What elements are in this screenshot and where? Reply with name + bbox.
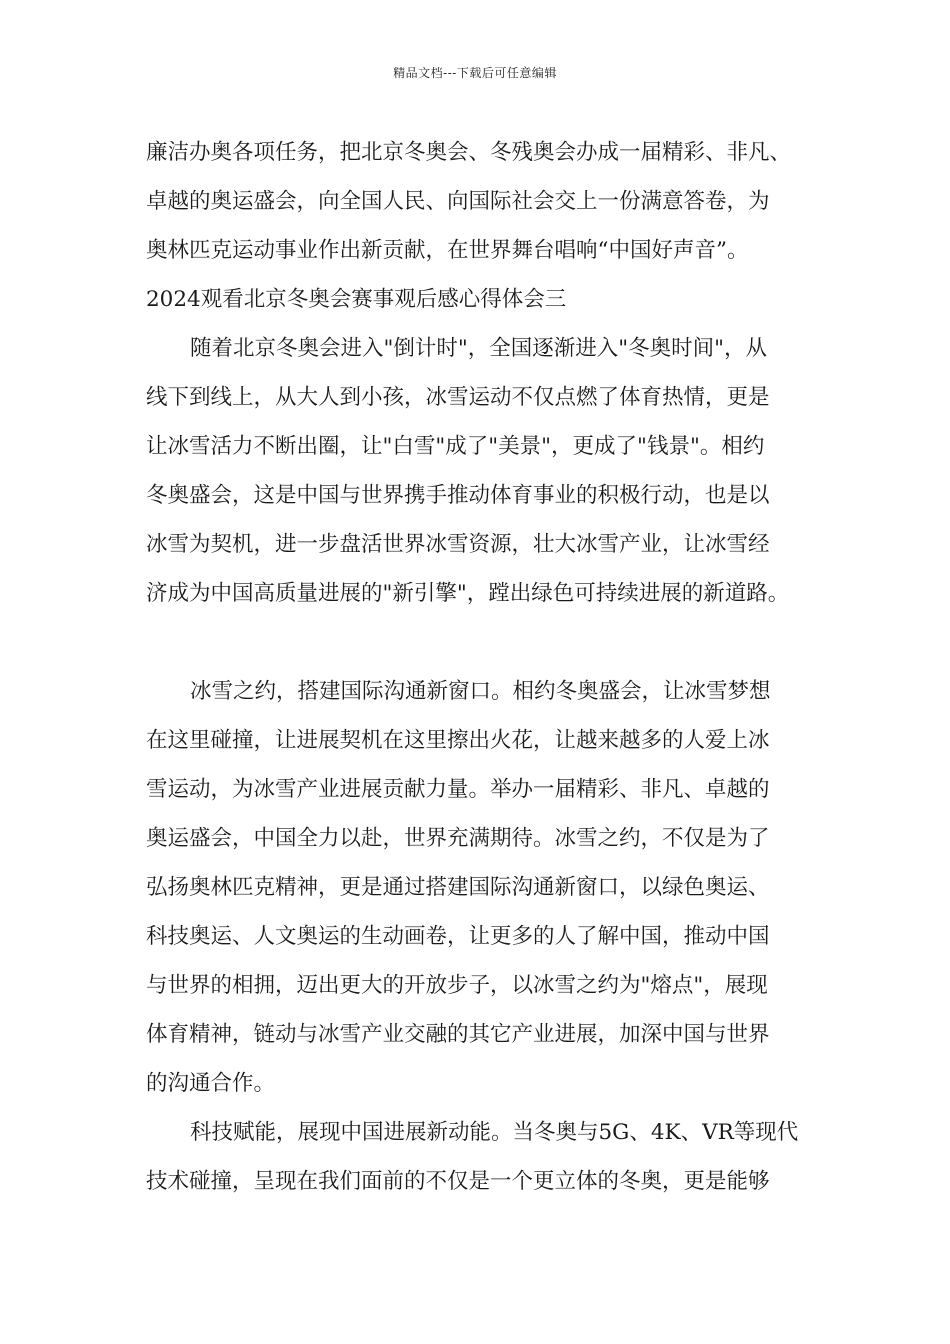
text-line: 与世界的相拥，迈出更大的开放步子，以冰雪之约为"熔点"，展现 [146, 973, 768, 998]
text-line: 让冰雪活力不断出圈，让"白雪"成了"美景"，更成了"钱景"。相约 [146, 434, 765, 459]
text-line: 技术碰撞，呈现在我们面前的不仅是一个更立体的冬奥，更是能够 [146, 1169, 770, 1194]
paragraph-continuation [146, 128, 814, 275]
text-line: 体育精神，链动与冰雪产业交融的其它产业进展，加深中国与世界 [146, 1022, 770, 1047]
document-body [146, 128, 814, 1206]
text-line: 奥运盛会，中国全力以赴，世界充满期待。冰雪之约，不仅是为了 [146, 826, 770, 851]
paragraph-intro [146, 324, 814, 618]
section-title [146, 275, 814, 324]
text-line: 随着北京冬奥会进入"倒计时"，全国逐渐进入"冬奥时间"，从 [190, 336, 768, 361]
text-line: 奥林匹克运动事业作出新贡献，在世界舞台唱响“中国好声音”。 [146, 238, 749, 263]
text-line: 弘扬奥林匹克精神，更是通过搭建国际沟通新窗口，以绿色奥运、 [146, 875, 770, 900]
text-line: 的沟通合作。 [146, 1071, 276, 1096]
paragraph-ice-snow [146, 667, 814, 1108]
text-line: 科技赋能，展现中国进展新动能。当冬奥与5G、4K、VR等现代 [190, 1120, 799, 1145]
text-line: 冰雪为契机，进一步盘活世界冰雪资源，壮大冰雪产业，让冰雪经 [146, 532, 770, 557]
paragraph-technology [146, 1108, 814, 1206]
text-line: 济成为中国高质量进展的"新引擎"，蹚出绿色可持续进展的新道路。 [146, 581, 790, 606]
text-line: 线下到线上，从大人到小孩，冰雪运动不仅点燃了体育热情，更是 [146, 385, 770, 410]
paragraph-gap [146, 618, 814, 667]
text-line: 雪运动，为冰雪产业进展贡献力量。举办一届精彩、非凡、卓越的 [146, 777, 770, 802]
text-line: 冬奥盛会，这是中国与世界携手推动体育事业的积极行动，也是以 [146, 483, 770, 508]
section-title-text: 2024观看北京冬奥会赛事观后感心得体会三 [146, 287, 567, 312]
page-header: 精品文档---下载后可任意编辑 [393, 66, 557, 80]
text-line: 廉洁办奥各项任务，把北京冬奥会、冬残奥会办成一届精彩、非凡、 [146, 140, 792, 165]
text-line: 冰雪之约，搭建国际沟通新窗口。相约冬奥盛会，让冰雪梦想 [190, 679, 771, 704]
text-line: 卓越的奥运盛会，向全国人民、向国际社会交上一份满意答卷，为 [146, 189, 770, 214]
text-line: 在这里碰撞，让进展契机在这里擦出火花，让越来越多的人爱上冰 [146, 728, 770, 753]
text-line: 科技奥运、人文奥运的生动画卷，让更多的人了解中国，推动中国 [146, 924, 770, 949]
